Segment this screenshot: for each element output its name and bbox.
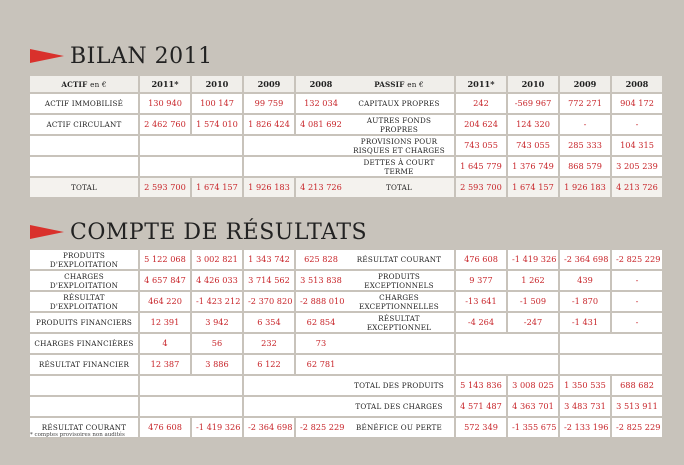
cell-value: -2 133 196 [560, 418, 610, 437]
cell-value: 1 826 424 [244, 115, 294, 134]
cell-value: 232 [244, 334, 294, 353]
cell-value: 6 354 [244, 313, 294, 332]
cell-value: 5 143 836 [456, 376, 506, 395]
cell-value: 4 426 033 [192, 271, 242, 290]
row-label [30, 136, 138, 155]
row-label: PRODUITS EXCEPTIONNELS [344, 271, 454, 290]
table-row [30, 313, 346, 332]
footnote: * comptes provisoires non audités [30, 432, 125, 438]
cell-value: 3 513 911 [612, 397, 662, 416]
cell-value: 476 608 [140, 418, 190, 437]
table-row [344, 94, 662, 113]
cell-value: 1 674 157 [508, 178, 558, 197]
table-row [344, 376, 662, 395]
year-header: 2011* [456, 76, 506, 92]
cell-value: 9 377 [456, 271, 506, 290]
cell-value: -1 423 212 [192, 292, 242, 311]
cell-value: 62 781 [296, 355, 346, 374]
year-header: 2008 [612, 76, 662, 92]
cell-value: -4 264 [456, 313, 506, 332]
table-row [30, 271, 346, 290]
cell-value [244, 136, 346, 155]
row-label: RÉSULTAT D'EXPLOITATION [30, 292, 138, 311]
row-label: RÉSULTAT COURANT [344, 250, 454, 269]
cell-value: 439 [560, 271, 610, 290]
cell-value: 3 483 731 [560, 397, 610, 416]
cell-value: 73 [296, 334, 346, 353]
cell-value: 4 213 726 [296, 178, 346, 197]
table-row [30, 334, 346, 353]
cell-value: 1 674 157 [192, 178, 242, 197]
cell-value: -2 370 820 [244, 292, 294, 311]
table-row [344, 250, 662, 269]
cell-value: -2 364 698 [560, 250, 610, 269]
cell-value: 12 387 [140, 355, 190, 374]
compte-heading [30, 218, 367, 246]
compte-right-table [342, 248, 664, 439]
actif-table [28, 74, 348, 199]
total-row [30, 178, 346, 197]
cell-value: -2 888 010 [296, 292, 346, 311]
cell-value: 130 940 [140, 94, 190, 113]
row-label: TOTAL DES CHARGES [344, 397, 454, 416]
cell-value: - [612, 115, 662, 134]
cell-value: 1 350 535 [560, 376, 610, 395]
year-header: 2009 [244, 76, 294, 92]
cell-value: 1 926 183 [560, 178, 610, 197]
table-row [30, 94, 346, 113]
year-header: 2008 [296, 76, 346, 92]
cell-value: -2 364 698 [244, 418, 294, 437]
cell-value: 104 315 [612, 136, 662, 155]
table-row [344, 355, 662, 374]
row-label: ACTIF IMMOBILISÉ [30, 94, 138, 113]
row-label: RÉSULTAT EXCEPTIONNEL [344, 313, 454, 332]
table-row [30, 397, 346, 416]
cell-value [456, 355, 558, 374]
cell-value: 868 579 [560, 157, 610, 176]
table-row [344, 334, 662, 353]
cell-value: 1 574 010 [192, 115, 242, 134]
row-label: CAPITAUX PROPRES [344, 94, 454, 113]
bilan-heading [30, 42, 213, 70]
cell-value: -2 825 229 [612, 418, 662, 437]
cell-value: 132 034 [296, 94, 346, 113]
cell-value: 5 122 068 [140, 250, 190, 269]
red-arrow-icon [30, 225, 64, 239]
row-label: TOTAL DES PRODUITS [344, 376, 454, 395]
row-label: CHARGES D'EXPLOITATION [30, 271, 138, 290]
cell-value: 12 391 [140, 313, 190, 332]
compte-left-table [28, 248, 348, 439]
year-header: 2009 [560, 76, 610, 92]
cell-value: 4 571 487 [456, 397, 506, 416]
cell-value: 124 320 [508, 115, 558, 134]
cell-value: -1 419 326 [508, 250, 558, 269]
table-row [30, 115, 346, 134]
cell-value: -1 431 [560, 313, 610, 332]
table-row [30, 292, 346, 311]
cell-value: 476 608 [456, 250, 506, 269]
cell-value: 4 363 701 [508, 397, 558, 416]
table-row [30, 355, 346, 374]
row-label: DETTES À COURT TERME [344, 157, 454, 176]
cell-value [244, 376, 346, 395]
cell-value: -1 419 326 [192, 418, 242, 437]
table-row [344, 271, 662, 290]
cell-value: -2 825 229 [612, 250, 662, 269]
cell-value: 4 213 726 [612, 178, 662, 197]
cell-value: 204 624 [456, 115, 506, 134]
cell-value [560, 355, 662, 374]
cell-value: 285 333 [560, 136, 610, 155]
row-label: PRODUITS FINANCIERS [30, 313, 138, 332]
table-row [344, 136, 662, 155]
cell-value: 1 343 742 [244, 250, 294, 269]
cell-value: 688 682 [612, 376, 662, 395]
cell-value: 100 147 [192, 94, 242, 113]
row-label [344, 355, 454, 374]
cell-value: 62 854 [296, 313, 346, 332]
cell-value: - [612, 292, 662, 311]
table-row [344, 397, 662, 416]
cell-value: -247 [508, 313, 558, 332]
cell-value: - [612, 271, 662, 290]
cell-value: - [560, 115, 610, 134]
cell-value [456, 334, 558, 353]
red-arrow-icon [30, 49, 64, 63]
actif-header-label: ACTIF en € [30, 76, 138, 92]
cell-value: 4 657 847 [140, 271, 190, 290]
cell-value: 1 262 [508, 271, 558, 290]
cell-value: 772 271 [560, 94, 610, 113]
table-row [30, 376, 346, 395]
actif-header-row [30, 76, 346, 92]
cell-value [560, 334, 662, 353]
row-label: PRODUITS D'EXPLOITATION [30, 250, 138, 269]
row-label [30, 397, 138, 416]
cell-value: 743 055 [456, 136, 506, 155]
table-row [344, 115, 662, 134]
row-label [30, 157, 138, 176]
cell-value: 242 [456, 94, 506, 113]
row-label: TOTAL [30, 178, 138, 197]
cell-value: 1 376 749 [508, 157, 558, 176]
row-label: RÉSULTAT FINANCIER [30, 355, 138, 374]
cell-value [140, 376, 242, 395]
passif-table [342, 74, 664, 199]
passif-header-label: PASSIF en € [344, 76, 454, 92]
cell-value: 464 220 [140, 292, 190, 311]
cell-value: 3 714 562 [244, 271, 294, 290]
row-label: RÉSULTAT COURANT [30, 418, 138, 437]
bilan-title: BILAN 2011 [70, 43, 213, 69]
cell-value: 1 645 779 [456, 157, 506, 176]
compte-title: COMPTE DE RÉSULTATS [70, 219, 368, 245]
row-label [30, 376, 138, 395]
cell-value: -2 825 229 [296, 418, 346, 437]
cell-value: 1 926 183 [244, 178, 294, 197]
cell-value: 6 122 [244, 355, 294, 374]
table-row [30, 136, 346, 155]
cell-value [244, 157, 346, 176]
row-label: ACTIF CIRCULANT [30, 115, 138, 134]
row-label [344, 334, 454, 353]
table-row [344, 418, 662, 437]
row-label: AUTRES FONDS PROPRES [344, 115, 454, 134]
cell-value: 3 002 821 [192, 250, 242, 269]
cell-value: 3 942 [192, 313, 242, 332]
table-row [30, 157, 346, 176]
cell-value [140, 397, 242, 416]
cell-value: 3 513 838 [296, 271, 346, 290]
row-label: PROVISIONS POUR RISQUES ET CHARGES [344, 136, 454, 155]
cell-value: 4 [140, 334, 190, 353]
row-label: TOTAL [344, 178, 454, 197]
table-row [344, 292, 662, 311]
cell-value: - [612, 313, 662, 332]
total-row [344, 178, 662, 197]
cell-value: -1 870 [560, 292, 610, 311]
cell-value: 4 081 692 [296, 115, 346, 134]
year-header: 2010 [508, 76, 558, 92]
row-label: BÉNÉFICE OU PERTE [344, 418, 454, 437]
cell-value: 904 172 [612, 94, 662, 113]
cell-value: 3 008 025 [508, 376, 558, 395]
passif-header-row [344, 76, 662, 92]
cell-value: -1 355 675 [508, 418, 558, 437]
cell-value: 625 828 [296, 250, 346, 269]
row-label: CHARGES EXCEPTIONNELLES [344, 292, 454, 311]
cell-value: 56 [192, 334, 242, 353]
cell-value: 2 462 760 [140, 115, 190, 134]
cell-value [140, 136, 242, 155]
row-label: CHARGES FINANCIÈRES [30, 334, 138, 353]
cell-value: 99 759 [244, 94, 294, 113]
cell-value: -13 641 [456, 292, 506, 311]
cell-value: 3 886 [192, 355, 242, 374]
cell-value: 743 055 [508, 136, 558, 155]
cell-value: 2 593 700 [456, 178, 506, 197]
table-row [30, 250, 346, 269]
cell-value [244, 397, 346, 416]
year-header: 2010 [192, 76, 242, 92]
table-row [344, 313, 662, 332]
table-row [344, 157, 662, 176]
cell-value [140, 157, 242, 176]
cell-value: -569 967 [508, 94, 558, 113]
cell-value: -1 509 [508, 292, 558, 311]
cell-value: 572 349 [456, 418, 506, 437]
cell-value: 2 593 700 [140, 178, 190, 197]
cell-value: 3 205 239 [612, 157, 662, 176]
year-header: 2011* [140, 76, 190, 92]
